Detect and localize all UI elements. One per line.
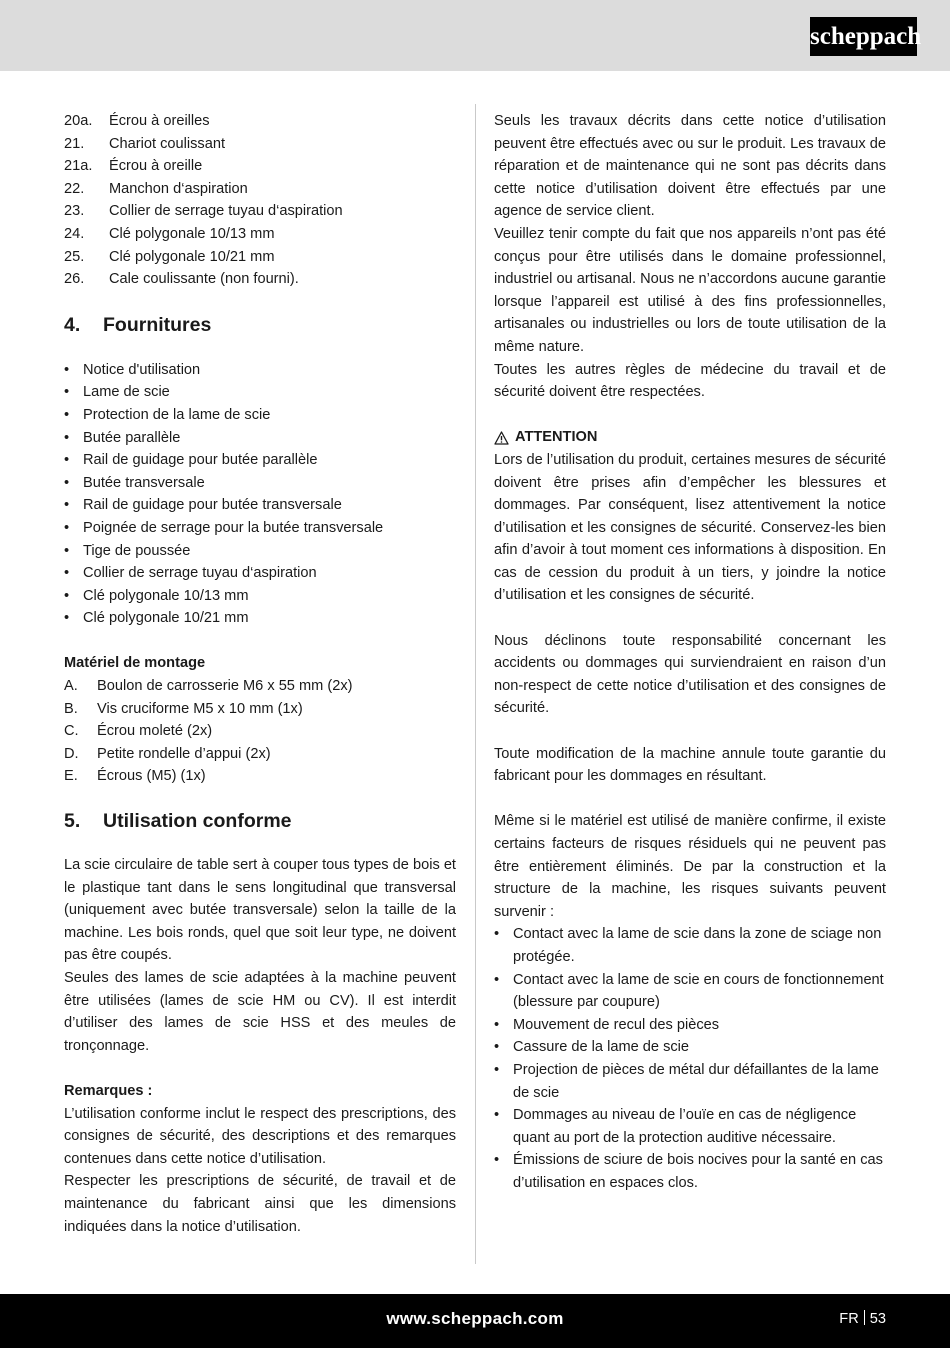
mounting-list bbox=[64, 675, 456, 788]
list-item: 21a. Écrou à oreille bbox=[64, 158, 203, 175]
list-item: • Lame de scie bbox=[64, 381, 456, 404]
page-number: FR 53 bbox=[839, 1311, 886, 1327]
list-item: 22. Manchon d‘aspiration bbox=[64, 180, 248, 197]
attention-heading: ATTENTION bbox=[494, 426, 886, 449]
list-item: • Projection de pièces de métal dur défaillantes de la lame de scie bbox=[494, 1059, 886, 1104]
footer-bar bbox=[0, 1294, 950, 1348]
paragraph: Veuillez tenir compte du fait que nos appareils n’ont pas été conçus pour être utilisés dans le domaine professionnel, industriel ou artisanal. Nous ne n’accordons aucune garantie lorsque l’appareil est utilisé à des fins professionnelles, artisanales ou industrielles ou lors de toute utilisation de la même nature. bbox=[494, 225, 886, 355]
right-column bbox=[494, 110, 886, 1195]
list-item: E. Écrous (M5) (1x) bbox=[64, 768, 206, 785]
list-item: • Rail de guidage pour butée transversale bbox=[64, 494, 456, 517]
list-item: C. Écrou moleté (2x) bbox=[64, 723, 213, 740]
list-item: • Cassure de la lame de scie bbox=[494, 1036, 886, 1059]
list-item: • Protection de la lame de scie bbox=[64, 404, 456, 427]
paragraph: La scie circulaire de table sert à couper tous types de bois et le plastique tant dans le sens longitudinal que transversal (uniquement avec butée transversale) selon la taille de la machine. Les bois ronds, quel que soit leur type, ne doivent pas être coupés. bbox=[64, 857, 456, 964]
left-column bbox=[64, 110, 456, 1238]
supplied-items-list bbox=[64, 359, 456, 630]
list-item: • Mouvement de recul des pièces bbox=[494, 1014, 886, 1037]
list-item: • Clé polygonale 10/21 mm bbox=[64, 607, 456, 630]
paragraph: Toute modification de la machine annule toute garantie du fabricant pour les dommages en résultant. bbox=[494, 745, 886, 785]
website-link[interactable]: www.scheppach.com bbox=[386, 1309, 564, 1328]
section-4-heading: 4. Fournitures bbox=[64, 314, 212, 337]
paragraph: Nous déclinons toute responsabilité concernant les accidents ou dommages qui surviendraient en raison d’un non-respect de cette notice d’utilisation et des consignes de sécurité. bbox=[494, 632, 886, 717]
list-item: B. Vis cruciforme M5 x 10 mm (1x) bbox=[64, 700, 303, 717]
paragraph: Lors de l’utilisation du produit, certaines mesures de sécurité doivent être prises afin d’empêcher les blessures et dommages. Par conséquent, lisez attentivement la notice d’utilisation et les consignes de sécurité. Conservez-les bien afin d’avoir à tout moment ces informations à disposition. En cas de cession du produit à un tiers, y joindre la notice d’utilisation et les consignes de sécurité. bbox=[494, 451, 886, 604]
list-item: 20a. Écrou à oreilles bbox=[64, 113, 210, 129]
list-item: 24. Clé polygonale 10/13 mm bbox=[64, 225, 275, 242]
list-item: 21. Chariot coulissant bbox=[64, 135, 225, 152]
section-5-heading: 5. Utilisation conforme bbox=[64, 809, 292, 832]
list-item: • Clé polygonale 10/13 mm bbox=[64, 585, 456, 608]
list-item: • Butée parallèle bbox=[64, 427, 456, 450]
list-item: • Poignée de serrage pour la butée transversale bbox=[64, 517, 456, 540]
paragraph: Même si le matériel est utilisé de manière confirme, il existe certains facteurs de risques résiduels qui ne peuvent pas être entièrement éliminés. De par la construction et la structure de la machine, les risques suivants peuvent survenir : bbox=[494, 813, 886, 920]
paragraph: Seuls les travaux décrits dans cette notice d’utilisation peuvent être effectués avec ou sur le produit. Les travaux de réparation et de maintenance qui ne sont pas décrits dans cette notice d’utilisation doivent être effectués par une agence de service client. bbox=[494, 113, 886, 220]
column-divider bbox=[475, 104, 476, 1264]
list-item: 25. Clé polygonale 10/21 mm bbox=[64, 248, 275, 265]
list-item: • Rail de guidage pour butée parallèle bbox=[64, 449, 456, 472]
list-item: D. Petite rondelle d’appui (2x) bbox=[64, 745, 271, 762]
warning-triangle-icon bbox=[494, 431, 509, 445]
separator bbox=[864, 1310, 865, 1325]
list-item: • Contact avec la lame de scie en cours de fonctionnement (blessure par coupure) bbox=[494, 969, 886, 1014]
paragraph: Respecter les prescriptions de sécurité, de travail et de maintenance du fabricant ainsi que les dimensions indiquées dans la notice d’utilisation. bbox=[64, 1173, 456, 1235]
parts-list bbox=[64, 110, 456, 291]
list-item: A. Boulon de carrosserie M6 x 55 mm (2x) bbox=[64, 678, 353, 695]
list-item: 26. Cale coulissante (non fourni). bbox=[64, 271, 299, 288]
list-item: • Contact avec la lame de scie dans la zone de sciage non protégée. bbox=[494, 923, 886, 968]
list-item: • Collier de serrage tuyau d‘aspiration bbox=[64, 562, 456, 585]
list-item: 23. Collier de serrage tuyau d‘aspiration bbox=[64, 203, 343, 220]
paragraph: Toutes les autres règles de médecine du travail et de sécurité doivent être respectées. bbox=[494, 361, 886, 401]
remarks-heading: Remarques : bbox=[64, 1082, 153, 1099]
mounting-heading: Matériel de montage bbox=[64, 655, 206, 672]
paragraph: Seules des lames de scie adaptées à la machine peuvent être utilisées (lames de scie HM ou CV). Il est interdit d’utiliser des lames de scie HSS et des meules de tronçonnage. bbox=[64, 970, 456, 1054]
list-item: • Tige de poussée bbox=[64, 540, 456, 563]
header-bar bbox=[0, 0, 950, 71]
list-item: • Butée transversale bbox=[64, 472, 456, 495]
list-item: • Dommages au niveau de l’ouïe en cas de négligence quant au port de la protection auditive nécessaire. bbox=[494, 1104, 886, 1149]
paragraph: L’utilisation conforme inclut le respect des prescriptions, des consignes de sécurité, des descriptions et des remarques contenues dans cette notice d’utilisation. bbox=[64, 1105, 456, 1167]
list-item: • Notice d'utilisation bbox=[64, 359, 456, 382]
scheppach-logo: scheppach bbox=[810, 17, 917, 56]
residual-risks-list bbox=[494, 923, 886, 1194]
list-item: • Émissions de sciure de bois nocives pour la santé en cas d’utilisation en espaces clos. bbox=[494, 1149, 886, 1194]
